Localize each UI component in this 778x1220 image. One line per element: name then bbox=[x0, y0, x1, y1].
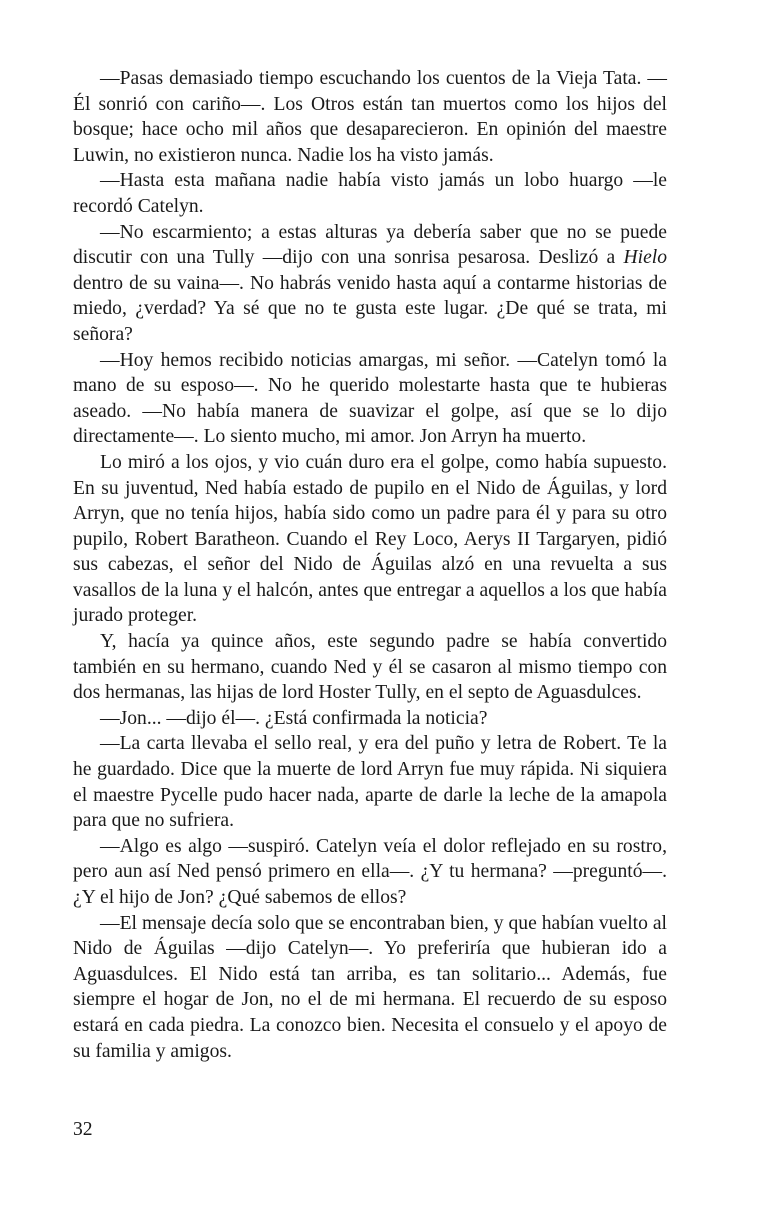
paragraph-10: —El mensaje decía solo que se encontraban bien, y que habían vuelto al Nido de Águilas —dijo Catelyn—. Yo preferiría que hubieran ido a Aguasdulces. El Nido está tan arriba, es tan solitario... Además, fue siempre el hogar de Jon, no el de mi hermana. El recuerdo de su esposo estará en cada piedra. La conozco bien. Necesita el consuelo y el apoyo de su familia y amigos. bbox=[73, 912, 667, 1062]
paragraph-7: —Jon... —dijo él—. ¿Está confirmada la noticia? bbox=[100, 707, 488, 729]
paragraph-5: Lo miró a los ojos, y vio cuán duro era el golpe, como había supuesto. En su juventud, Ned había estado de pupilo en el Nido de Águilas, y lord Arryn, que no tenía hijos, había sido como un padre para él y para su otro pupilo, Robert Baratheon. Cuando el Rey Loco, Aerys II Targaryen, pidió sus cabezas, el señor del Nido de Águilas alzó en una revuelta a sus vasallos de la luna y el halcón, antes que entregar a aquellos a los que había jurado proteger. bbox=[73, 451, 667, 627]
paragraph-4: —Hoy hemos recibido noticias amargas, mi señor. —Catelyn tomó la mano de su esposo—. No he querido molestarte hasta que te hubieras aseado. —No había manera de suavizar el golpe, así que se lo dijo directamente—. Lo siento mucho, mi amor. Jon Arryn ha muerto. bbox=[73, 349, 667, 448]
paragraph-2: —Hasta esta mañana nadie había visto jamás un lobo huargo —le recordó Catelyn. bbox=[73, 170, 667, 217]
body-text bbox=[73, 66, 667, 1064]
paragraph-9: —Algo es algo —suspiró. Catelyn veía el dolor reflejado en su rostro, pero aun así Ned pensó primero en ella—. ¿Y tu hermana? —preguntó—. ¿Y el hijo de Jon? ¿Qué sabemos de ellos? bbox=[73, 835, 667, 908]
paragraph-1: —Pasas demasiado tiempo escuchando los cuentos de la Vieja Tata. —Él sonrió con cariño—. Los Otros están tan muertos como los hijos del bosque; hace ocho mil años que desaparecieron. En opinión del maestre Luwin, no existieron nunca. Nadie los ha visto jamás. bbox=[73, 68, 667, 166]
paragraph-3-italic-word: Hielo bbox=[623, 247, 667, 269]
page-number: 32 bbox=[73, 1119, 93, 1140]
paragraph-3 bbox=[73, 220, 667, 348]
paragraph-6: Y, hacía ya quince años, este segundo padre se había convertido también en su hermano, cuando Ned y él se casaron al mismo tiempo con dos hermanas, las hijas de lord Hoster Tully, en el septo de Aguasdulces. bbox=[73, 631, 667, 704]
paragraph-3-before: —No escarmiento; a estas alturas ya debería saber que no se puede discutir con una Tully —dijo con una sonrisa pesarosa. Deslizó a bbox=[73, 221, 667, 269]
paragraph-3-after: dentro de su vaina—. No habrás venido hasta aquí a contarme historias de miedo, ¿verdad? Ya sé que no te gusta este lugar. ¿De qué se trata, mi señora? bbox=[73, 272, 667, 345]
paragraph-8: —La carta llevaba el sello real, y era del puño y letra de Robert. Te la he guardado. Dice que la muerte de lord Arryn fue muy rápida. Ni siquiera el maestre Pycelle pudo hacer nada, aparte de darle la leche de la amapola para que no sufriera. bbox=[73, 733, 667, 832]
